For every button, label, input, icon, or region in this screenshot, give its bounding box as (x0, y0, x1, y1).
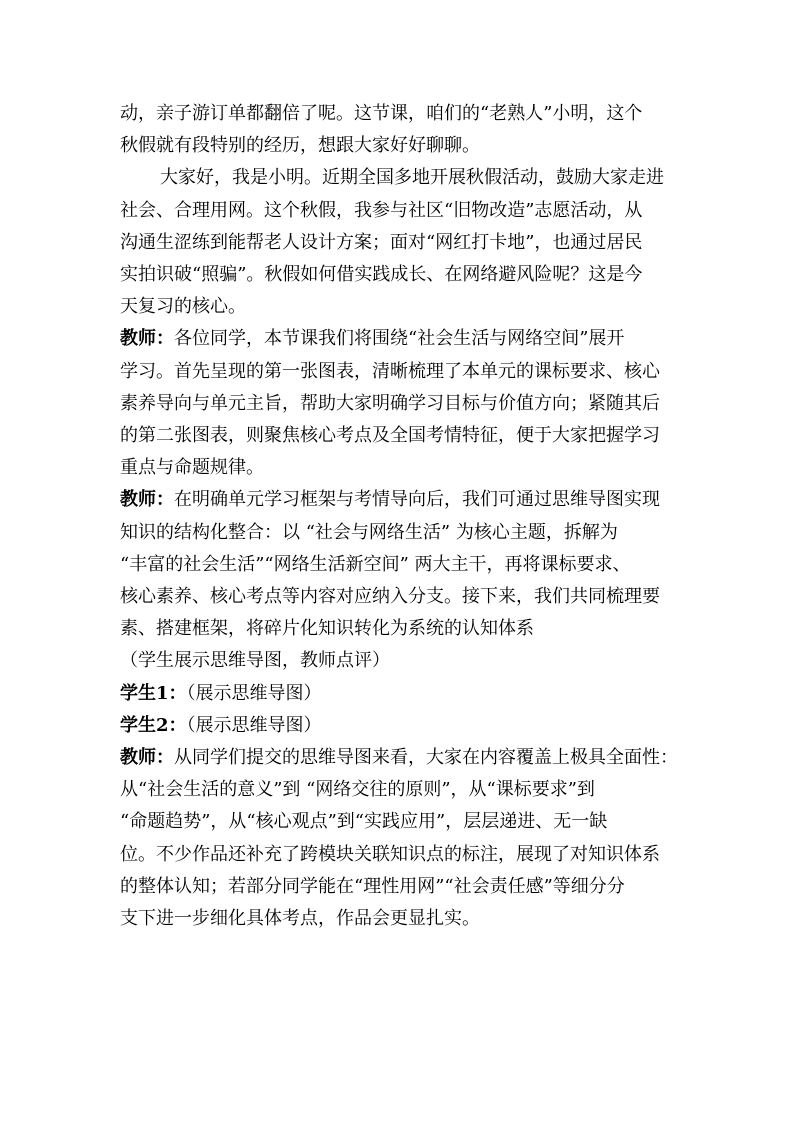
speaker-label: 学生1： (120, 682, 187, 704)
paragraph-line (120, 742, 680, 774)
paragraph-line (120, 774, 680, 806)
paragraph-line (120, 195, 680, 227)
line-text: 位。不少作品还补充了跨模块关联知识点的标注，展现了对知识体系 (120, 843, 660, 865)
line-text: 在明确单元学习框架与考情导向后，我们可通过思维导图实现 (174, 489, 660, 511)
paragraph-line (120, 162, 680, 194)
paragraph-line (120, 645, 680, 677)
paragraph-line (120, 259, 680, 291)
paragraph-line (120, 356, 680, 388)
line-text: 的第二张图表，则聚焦核心考点及全国考情特征，便于大家把握学习 (120, 425, 660, 447)
paragraph-line (120, 839, 680, 871)
line-text: 实拍识破“照骗”。秋假如何借实践成长、在网络避风险呢？这是今 (120, 264, 643, 286)
paragraph-line (120, 710, 680, 742)
line-text: （展示思维导图） (186, 714, 322, 736)
line-text: 大家好，我是小明。近期全国多地开展秋假活动，鼓励大家走进 (160, 167, 664, 189)
line-text: 核心素养、核心考点等内容对应纳入分支。接下来，我们共同梳理要 (120, 586, 660, 608)
line-text: 社会、合理用网。这个秋假，我参与社区“旧物改造”志愿活动，从 (120, 199, 643, 221)
paragraph-line (120, 903, 680, 935)
line-text: 的整体认知；若部分同学能在“理性用网”“社会责任感”等细分分 (120, 875, 625, 897)
line-text: 动，亲子游订单都翻倍了呢。这节课，咱们的“老熟人”小明，这个 (120, 103, 643, 124)
line-text: 沟通生涩练到能帮老人设计方案；面对“网红打卡地”，也通过居民 (120, 231, 643, 253)
line-text: 从同学们提交的思维导图来看，大家在内容覆盖上极具全面性： (174, 747, 678, 769)
line-text: 素养导向与单元主旨，帮助大家明确学习目标与价值方向；紧随其后 (120, 392, 660, 414)
line-text: （学生展示思维导图，教师点评） (120, 650, 390, 672)
paragraph-line (120, 678, 680, 710)
paragraph-line (120, 806, 680, 838)
line-text: 知识的结构化整合：以 “社会与网络生活” 为核心主题，拆解为 (120, 521, 618, 543)
line-text: “命题趋势”，从“核心观点”到“实践应用”，层层递进、无一缺 (120, 811, 608, 833)
paragraph-line (120, 130, 680, 162)
line-text: 重点与命题规律。 (120, 457, 264, 479)
speaker-label: 教师： (120, 328, 174, 350)
paragraph-line (120, 484, 680, 516)
paragraph-line (120, 323, 680, 355)
paragraph-line (120, 452, 680, 484)
paragraph-line (120, 581, 680, 613)
line-text: 素、搭建框架，将碎片化知识转化为系统的认知体系 (120, 618, 534, 640)
document-body (120, 98, 680, 935)
line-text: 秋假就有段特别的经历，想跟大家好好聊聊。 (120, 135, 480, 157)
line-text: “丰富的社会生活”“网络生活新空间” 两大主干，再将课标要求、 (120, 553, 631, 575)
paragraph-line (120, 227, 680, 259)
speaker-label: 教师： (120, 747, 174, 769)
line-text: 支下进一步细化具体考点，作品会更显扎实。 (120, 908, 480, 930)
paragraph-line (120, 98, 680, 130)
paragraph-line (120, 291, 680, 323)
paragraph-line (120, 517, 680, 549)
paragraph-line (120, 388, 680, 420)
speaker-label: 学生2： (120, 714, 187, 736)
paragraph-line (120, 420, 680, 452)
speaker-label: 教师： (120, 489, 174, 511)
line-text: （展示思维导图） (186, 682, 322, 704)
line-text: 各位同学，本节课我们将围绕“社会生活与网络空间”展开 (174, 328, 625, 350)
line-text: 学习。首先呈现的第一张图表，清晰梳理了本单元的课标要求、核心 (120, 360, 660, 382)
paragraph-line (120, 549, 680, 581)
line-text: 天复习的核心。 (120, 296, 246, 318)
paragraph-line (120, 871, 680, 903)
line-text: 从“社会生活的意义”到 “网络交往的原则”，从“课标要求”到 (120, 779, 595, 801)
paragraph-line (120, 613, 680, 645)
